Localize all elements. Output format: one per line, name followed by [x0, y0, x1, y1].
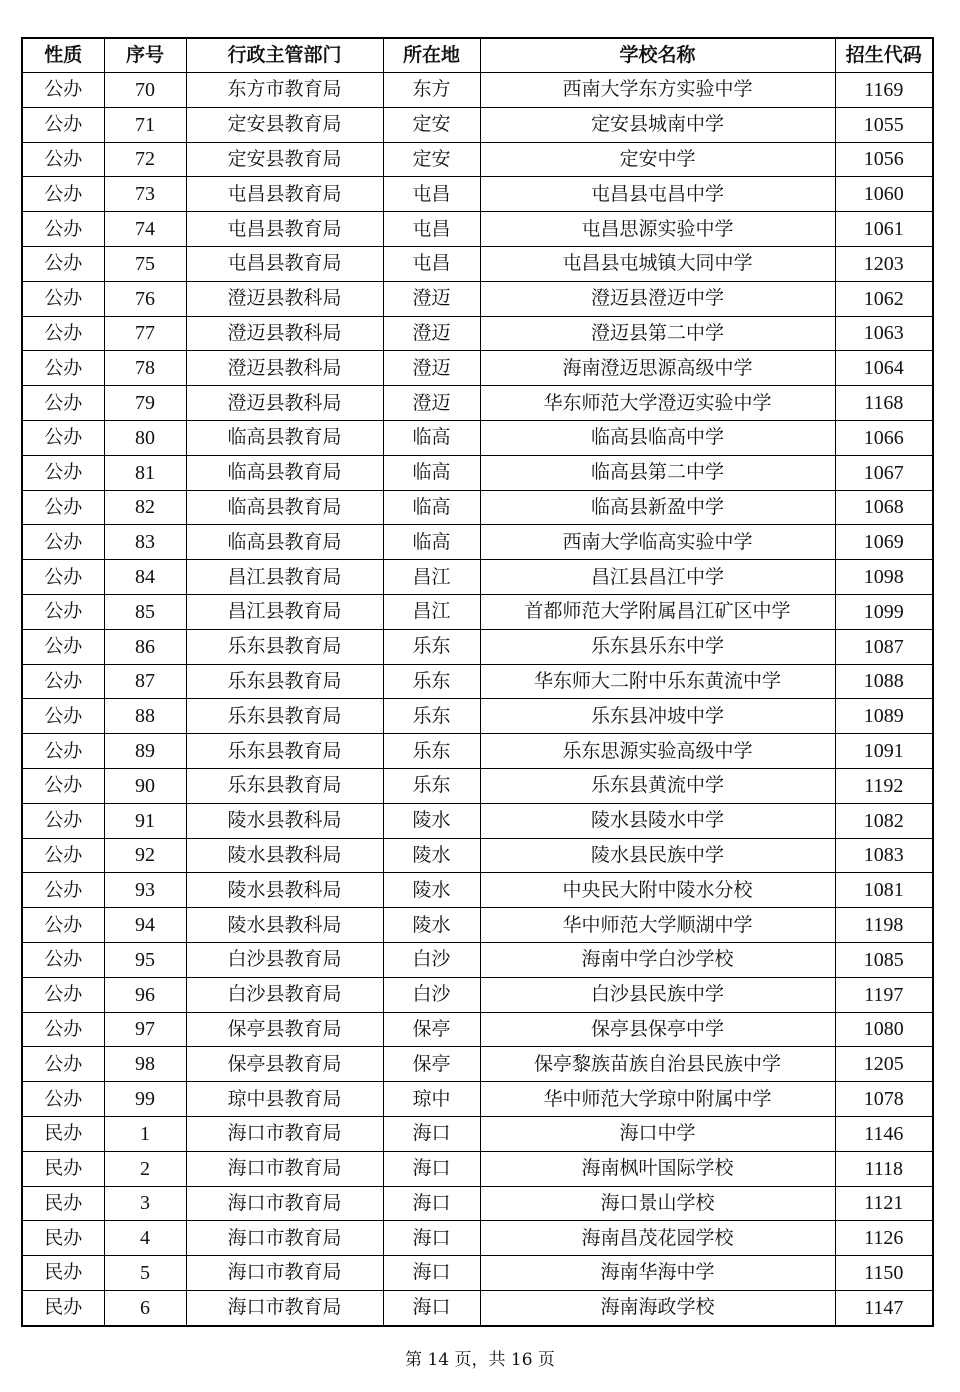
cell-location: 屯昌: [383, 177, 480, 212]
cell-nature: 公办: [22, 73, 104, 108]
cell-school-name: 乐东县乐东中学: [480, 629, 835, 664]
cell-nature: 公办: [22, 560, 104, 595]
cell-number: 96: [104, 977, 186, 1012]
cell-location: 海口: [383, 1256, 480, 1291]
cell-location: 海口: [383, 1186, 480, 1221]
table-header: [22, 38, 933, 73]
cell-school-name: 乐东县冲坡中学: [480, 699, 835, 734]
cell-location: 保亭: [383, 1012, 480, 1047]
cell-location: 乐东: [383, 768, 480, 803]
table-row: [22, 246, 933, 281]
table-row: [22, 490, 933, 525]
cell-enrollment-code: 1146: [835, 1116, 933, 1151]
cell-department: 定安县教育局: [186, 107, 383, 142]
cell-number: 79: [104, 386, 186, 421]
cell-school-name: 保亭县保亭中学: [480, 1012, 835, 1047]
table-row: [22, 594, 933, 629]
cell-number: 77: [104, 316, 186, 351]
cell-enrollment-code: 1085: [835, 942, 933, 977]
cell-number: 91: [104, 803, 186, 838]
cell-nature: 公办: [22, 1047, 104, 1082]
cell-department: 屯昌县教育局: [186, 246, 383, 281]
cell-department: 海口市教育局: [186, 1116, 383, 1151]
cell-department: 澄迈县教科局: [186, 386, 383, 421]
header-department: 行政主管部门: [186, 38, 383, 73]
cell-number: 86: [104, 629, 186, 664]
table-row: [22, 1012, 933, 1047]
header-enrollment-code: 招生代码: [835, 38, 933, 73]
cell-nature: 公办: [22, 838, 104, 873]
cell-department: 海口市教育局: [186, 1186, 383, 1221]
cell-school-name: 海南中学白沙学校: [480, 942, 835, 977]
table-row: [22, 908, 933, 943]
cell-location: 陵水: [383, 908, 480, 943]
cell-department: 保亭县教育局: [186, 1012, 383, 1047]
cell-nature: 公办: [22, 873, 104, 908]
cell-number: 92: [104, 838, 186, 873]
table-row: [22, 1256, 933, 1291]
cell-location: 定安: [383, 142, 480, 177]
cell-school-name: 海南华海中学: [480, 1256, 835, 1291]
cell-nature: 民办: [22, 1151, 104, 1186]
table-row: [22, 316, 933, 351]
cell-school-name: 乐东思源实验高级中学: [480, 734, 835, 769]
cell-number: 75: [104, 246, 186, 281]
cell-number: 5: [104, 1256, 186, 1291]
cell-number: 88: [104, 699, 186, 734]
table-row: [22, 107, 933, 142]
cell-school-name: 屯昌县屯城镇大同中学: [480, 246, 835, 281]
cell-number: 93: [104, 873, 186, 908]
cell-location: 乐东: [383, 629, 480, 664]
table-row: [22, 420, 933, 455]
cell-number: 85: [104, 594, 186, 629]
cell-location: 临高: [383, 525, 480, 560]
table-row: [22, 386, 933, 421]
table-row: [22, 942, 933, 977]
cell-location: 临高: [383, 455, 480, 490]
cell-school-name: 屯昌思源实验中学: [480, 212, 835, 247]
table-row: [22, 525, 933, 560]
cell-nature: 民办: [22, 1116, 104, 1151]
cell-department: 陵水县教科局: [186, 908, 383, 943]
cell-location: 澄迈: [383, 316, 480, 351]
cell-department: 海口市教育局: [186, 1256, 383, 1291]
cell-department: 白沙县教育局: [186, 942, 383, 977]
cell-school-name: 海南海政学校: [480, 1290, 835, 1325]
table-row: [22, 1290, 933, 1325]
cell-number: 82: [104, 490, 186, 525]
cell-school-name: 屯昌县屯昌中学: [480, 177, 835, 212]
cell-department: 昌江县教育局: [186, 560, 383, 595]
table-row: [22, 629, 933, 664]
table-row: [22, 1221, 933, 1256]
cell-location: 澄迈: [383, 351, 480, 386]
cell-school-name: 临高县临高中学: [480, 420, 835, 455]
cell-nature: 公办: [22, 455, 104, 490]
cell-enrollment-code: 1121: [835, 1186, 933, 1221]
cell-number: 6: [104, 1290, 186, 1325]
cell-enrollment-code: 1192: [835, 768, 933, 803]
table-row: [22, 351, 933, 386]
cell-number: 97: [104, 1012, 186, 1047]
table-body: [22, 73, 933, 1326]
cell-nature: 公办: [22, 734, 104, 769]
cell-nature: 公办: [22, 212, 104, 247]
cell-number: 84: [104, 560, 186, 595]
cell-enrollment-code: 1066: [835, 420, 933, 455]
cell-department: 澄迈县教科局: [186, 316, 383, 351]
cell-nature: 公办: [22, 942, 104, 977]
cell-enrollment-code: 1198: [835, 908, 933, 943]
cell-number: 98: [104, 1047, 186, 1082]
cell-enrollment-code: 1205: [835, 1047, 933, 1082]
cell-department: 屯昌县教育局: [186, 177, 383, 212]
cell-number: 1: [104, 1116, 186, 1151]
cell-nature: 公办: [22, 803, 104, 838]
cell-school-name: 华东师范大学澄迈实验中学: [480, 386, 835, 421]
cell-department: 临高县教育局: [186, 490, 383, 525]
cell-location: 白沙: [383, 977, 480, 1012]
table-row: [22, 768, 933, 803]
cell-school-name: 华东师大二附中乐东黄流中学: [480, 664, 835, 699]
cell-number: 83: [104, 525, 186, 560]
cell-nature: 公办: [22, 594, 104, 629]
cell-enrollment-code: 1082: [835, 803, 933, 838]
cell-department: 陵水县教科局: [186, 873, 383, 908]
table-row: [22, 977, 933, 1012]
table-row: [22, 1082, 933, 1117]
cell-nature: 公办: [22, 699, 104, 734]
cell-department: 陵水县教科局: [186, 803, 383, 838]
cell-nature: 公办: [22, 908, 104, 943]
cell-school-name: 定安中学: [480, 142, 835, 177]
cell-department: 临高县教育局: [186, 420, 383, 455]
cell-enrollment-code: 1083: [835, 838, 933, 873]
cell-number: 2: [104, 1151, 186, 1186]
cell-nature: 公办: [22, 1012, 104, 1047]
cell-location: 陵水: [383, 803, 480, 838]
cell-enrollment-code: 1067: [835, 455, 933, 490]
cell-number: 74: [104, 212, 186, 247]
cell-enrollment-code: 1099: [835, 594, 933, 629]
cell-enrollment-code: 1089: [835, 699, 933, 734]
table-row: [22, 1047, 933, 1082]
cell-location: 屯昌: [383, 246, 480, 281]
cell-school-name: 海口中学: [480, 1116, 835, 1151]
cell-school-name: 首都师范大学附属昌江矿区中学: [480, 594, 835, 629]
cell-location: 海口: [383, 1151, 480, 1186]
cell-number: 99: [104, 1082, 186, 1117]
cell-number: 71: [104, 107, 186, 142]
cell-location: 澄迈: [383, 281, 480, 316]
cell-nature: 公办: [22, 525, 104, 560]
cell-number: 72: [104, 142, 186, 177]
school-table: [21, 37, 934, 1327]
cell-number: 4: [104, 1221, 186, 1256]
cell-location: 屯昌: [383, 212, 480, 247]
cell-school-name: 西南大学东方实验中学: [480, 73, 835, 108]
table-row: [22, 873, 933, 908]
table-row: [22, 1186, 933, 1221]
table-row: [22, 73, 933, 108]
table-row: [22, 803, 933, 838]
cell-school-name: 华中师范大学琼中附属中学: [480, 1082, 835, 1117]
cell-department: 海口市教育局: [186, 1151, 383, 1186]
cell-school-name: 西南大学临高实验中学: [480, 525, 835, 560]
cell-department: 乐东县教育局: [186, 629, 383, 664]
cell-number: 95: [104, 942, 186, 977]
cell-location: 海口: [383, 1221, 480, 1256]
header-number: 序号: [104, 38, 186, 73]
cell-nature: 公办: [22, 386, 104, 421]
table-row: [22, 177, 933, 212]
cell-number: 81: [104, 455, 186, 490]
cell-enrollment-code: 1061: [835, 212, 933, 247]
cell-number: 76: [104, 281, 186, 316]
cell-enrollment-code: 1087: [835, 629, 933, 664]
table-row: [22, 1151, 933, 1186]
page-footer: 第 14 页，共 16 页: [405, 1350, 555, 1370]
cell-school-name: 海南昌茂花园学校: [480, 1221, 835, 1256]
cell-nature: 公办: [22, 281, 104, 316]
header-nature: 性质: [22, 38, 104, 73]
table-row: [22, 281, 933, 316]
cell-nature: 公办: [22, 351, 104, 386]
cell-department: 海口市教育局: [186, 1221, 383, 1256]
cell-enrollment-code: 1147: [835, 1290, 933, 1325]
cell-enrollment-code: 1088: [835, 664, 933, 699]
table-row: [22, 212, 933, 247]
cell-location: 东方: [383, 73, 480, 108]
cell-department: 屯昌县教育局: [186, 212, 383, 247]
table-row: [22, 838, 933, 873]
table-row: [22, 1116, 933, 1151]
header-row: [22, 38, 933, 73]
header-location: 所在地: [383, 38, 480, 73]
cell-enrollment-code: 1168: [835, 386, 933, 421]
cell-enrollment-code: 1060: [835, 177, 933, 212]
cell-nature: 民办: [22, 1221, 104, 1256]
cell-school-name: 定安县城南中学: [480, 107, 835, 142]
cell-location: 陵水: [383, 873, 480, 908]
cell-location: 澄迈: [383, 386, 480, 421]
cell-department: 临高县教育局: [186, 525, 383, 560]
cell-enrollment-code: 1068: [835, 490, 933, 525]
cell-school-name: 海口景山学校: [480, 1186, 835, 1221]
cell-school-name: 陵水县民族中学: [480, 838, 835, 873]
cell-school-name: 澄迈县澄迈中学: [480, 281, 835, 316]
cell-location: 白沙: [383, 942, 480, 977]
cell-enrollment-code: 1169: [835, 73, 933, 108]
cell-school-name: 昌江县昌江中学: [480, 560, 835, 595]
cell-department: 陵水县教科局: [186, 838, 383, 873]
cell-location: 临高: [383, 490, 480, 525]
cell-enrollment-code: 1203: [835, 246, 933, 281]
cell-number: 80: [104, 420, 186, 455]
cell-school-name: 保亭黎族苗族自治县民族中学: [480, 1047, 835, 1082]
cell-nature: 公办: [22, 629, 104, 664]
cell-nature: 公办: [22, 142, 104, 177]
cell-enrollment-code: 1063: [835, 316, 933, 351]
table-row: [22, 734, 933, 769]
cell-department: 澄迈县教科局: [186, 351, 383, 386]
cell-enrollment-code: 1056: [835, 142, 933, 177]
cell-nature: 民办: [22, 1290, 104, 1325]
cell-school-name: 澄迈县第二中学: [480, 316, 835, 351]
cell-school-name: 中央民大附中陵水分校: [480, 873, 835, 908]
table-row: [22, 664, 933, 699]
cell-department: 澄迈县教科局: [186, 281, 383, 316]
table-row: [22, 455, 933, 490]
table-row: [22, 699, 933, 734]
cell-enrollment-code: 1080: [835, 1012, 933, 1047]
cell-school-name: 临高县新盈中学: [480, 490, 835, 525]
cell-number: 78: [104, 351, 186, 386]
cell-number: 89: [104, 734, 186, 769]
cell-school-name: 陵水县陵水中学: [480, 803, 835, 838]
cell-location: 乐东: [383, 664, 480, 699]
cell-department: 乐东县教育局: [186, 734, 383, 769]
cell-department: 白沙县教育局: [186, 977, 383, 1012]
cell-location: 海口: [383, 1116, 480, 1151]
cell-department: 昌江县教育局: [186, 594, 383, 629]
cell-enrollment-code: 1055: [835, 107, 933, 142]
cell-enrollment-code: 1064: [835, 351, 933, 386]
cell-location: 保亭: [383, 1047, 480, 1082]
cell-nature: 公办: [22, 316, 104, 351]
table-row: [22, 142, 933, 177]
cell-number: 94: [104, 908, 186, 943]
cell-number: 87: [104, 664, 186, 699]
cell-location: 定安: [383, 107, 480, 142]
cell-department: 定安县教育局: [186, 142, 383, 177]
cell-enrollment-code: 1081: [835, 873, 933, 908]
cell-enrollment-code: 1062: [835, 281, 933, 316]
table-row: [22, 560, 933, 595]
cell-department: 乐东县教育局: [186, 664, 383, 699]
header-school-name: 学校名称: [480, 38, 835, 73]
cell-enrollment-code: 1150: [835, 1256, 933, 1291]
cell-location: 临高: [383, 420, 480, 455]
cell-nature: 公办: [22, 246, 104, 281]
cell-school-name: 乐东县黄流中学: [480, 768, 835, 803]
cell-nature: 公办: [22, 177, 104, 212]
cell-department: 东方市教育局: [186, 73, 383, 108]
cell-enrollment-code: 1118: [835, 1151, 933, 1186]
cell-location: 陵水: [383, 838, 480, 873]
cell-school-name: 海南澄迈思源高级中学: [480, 351, 835, 386]
cell-enrollment-code: 1078: [835, 1082, 933, 1117]
cell-number: 73: [104, 177, 186, 212]
cell-number: 70: [104, 73, 186, 108]
cell-nature: 公办: [22, 420, 104, 455]
cell-nature: 公办: [22, 490, 104, 525]
cell-nature: 公办: [22, 107, 104, 142]
cell-enrollment-code: 1126: [835, 1221, 933, 1256]
cell-location: 乐东: [383, 699, 480, 734]
cell-school-name: 华中师范大学顺湖中学: [480, 908, 835, 943]
cell-department: 临高县教育局: [186, 455, 383, 490]
cell-number: 90: [104, 768, 186, 803]
cell-enrollment-code: 1069: [835, 525, 933, 560]
cell-nature: 民办: [22, 1186, 104, 1221]
cell-location: 乐东: [383, 734, 480, 769]
cell-department: 海口市教育局: [186, 1290, 383, 1325]
cell-number: 3: [104, 1186, 186, 1221]
cell-enrollment-code: 1091: [835, 734, 933, 769]
cell-location: 昌江: [383, 560, 480, 595]
cell-nature: 公办: [22, 768, 104, 803]
cell-department: 乐东县教育局: [186, 699, 383, 734]
cell-enrollment-code: 1098: [835, 560, 933, 595]
cell-school-name: 白沙县民族中学: [480, 977, 835, 1012]
cell-location: 昌江: [383, 594, 480, 629]
cell-department: 乐东县教育局: [186, 768, 383, 803]
cell-nature: 公办: [22, 977, 104, 1012]
cell-nature: 公办: [22, 664, 104, 699]
cell-location: 海口: [383, 1290, 480, 1325]
cell-location: 琼中: [383, 1082, 480, 1117]
cell-nature: 民办: [22, 1256, 104, 1291]
cell-enrollment-code: 1197: [835, 977, 933, 1012]
cell-nature: 公办: [22, 1082, 104, 1117]
cell-department: 保亭县教育局: [186, 1047, 383, 1082]
cell-school-name: 海南枫叶国际学校: [480, 1151, 835, 1186]
cell-department: 琼中县教育局: [186, 1082, 383, 1117]
cell-school-name: 临高县第二中学: [480, 455, 835, 490]
